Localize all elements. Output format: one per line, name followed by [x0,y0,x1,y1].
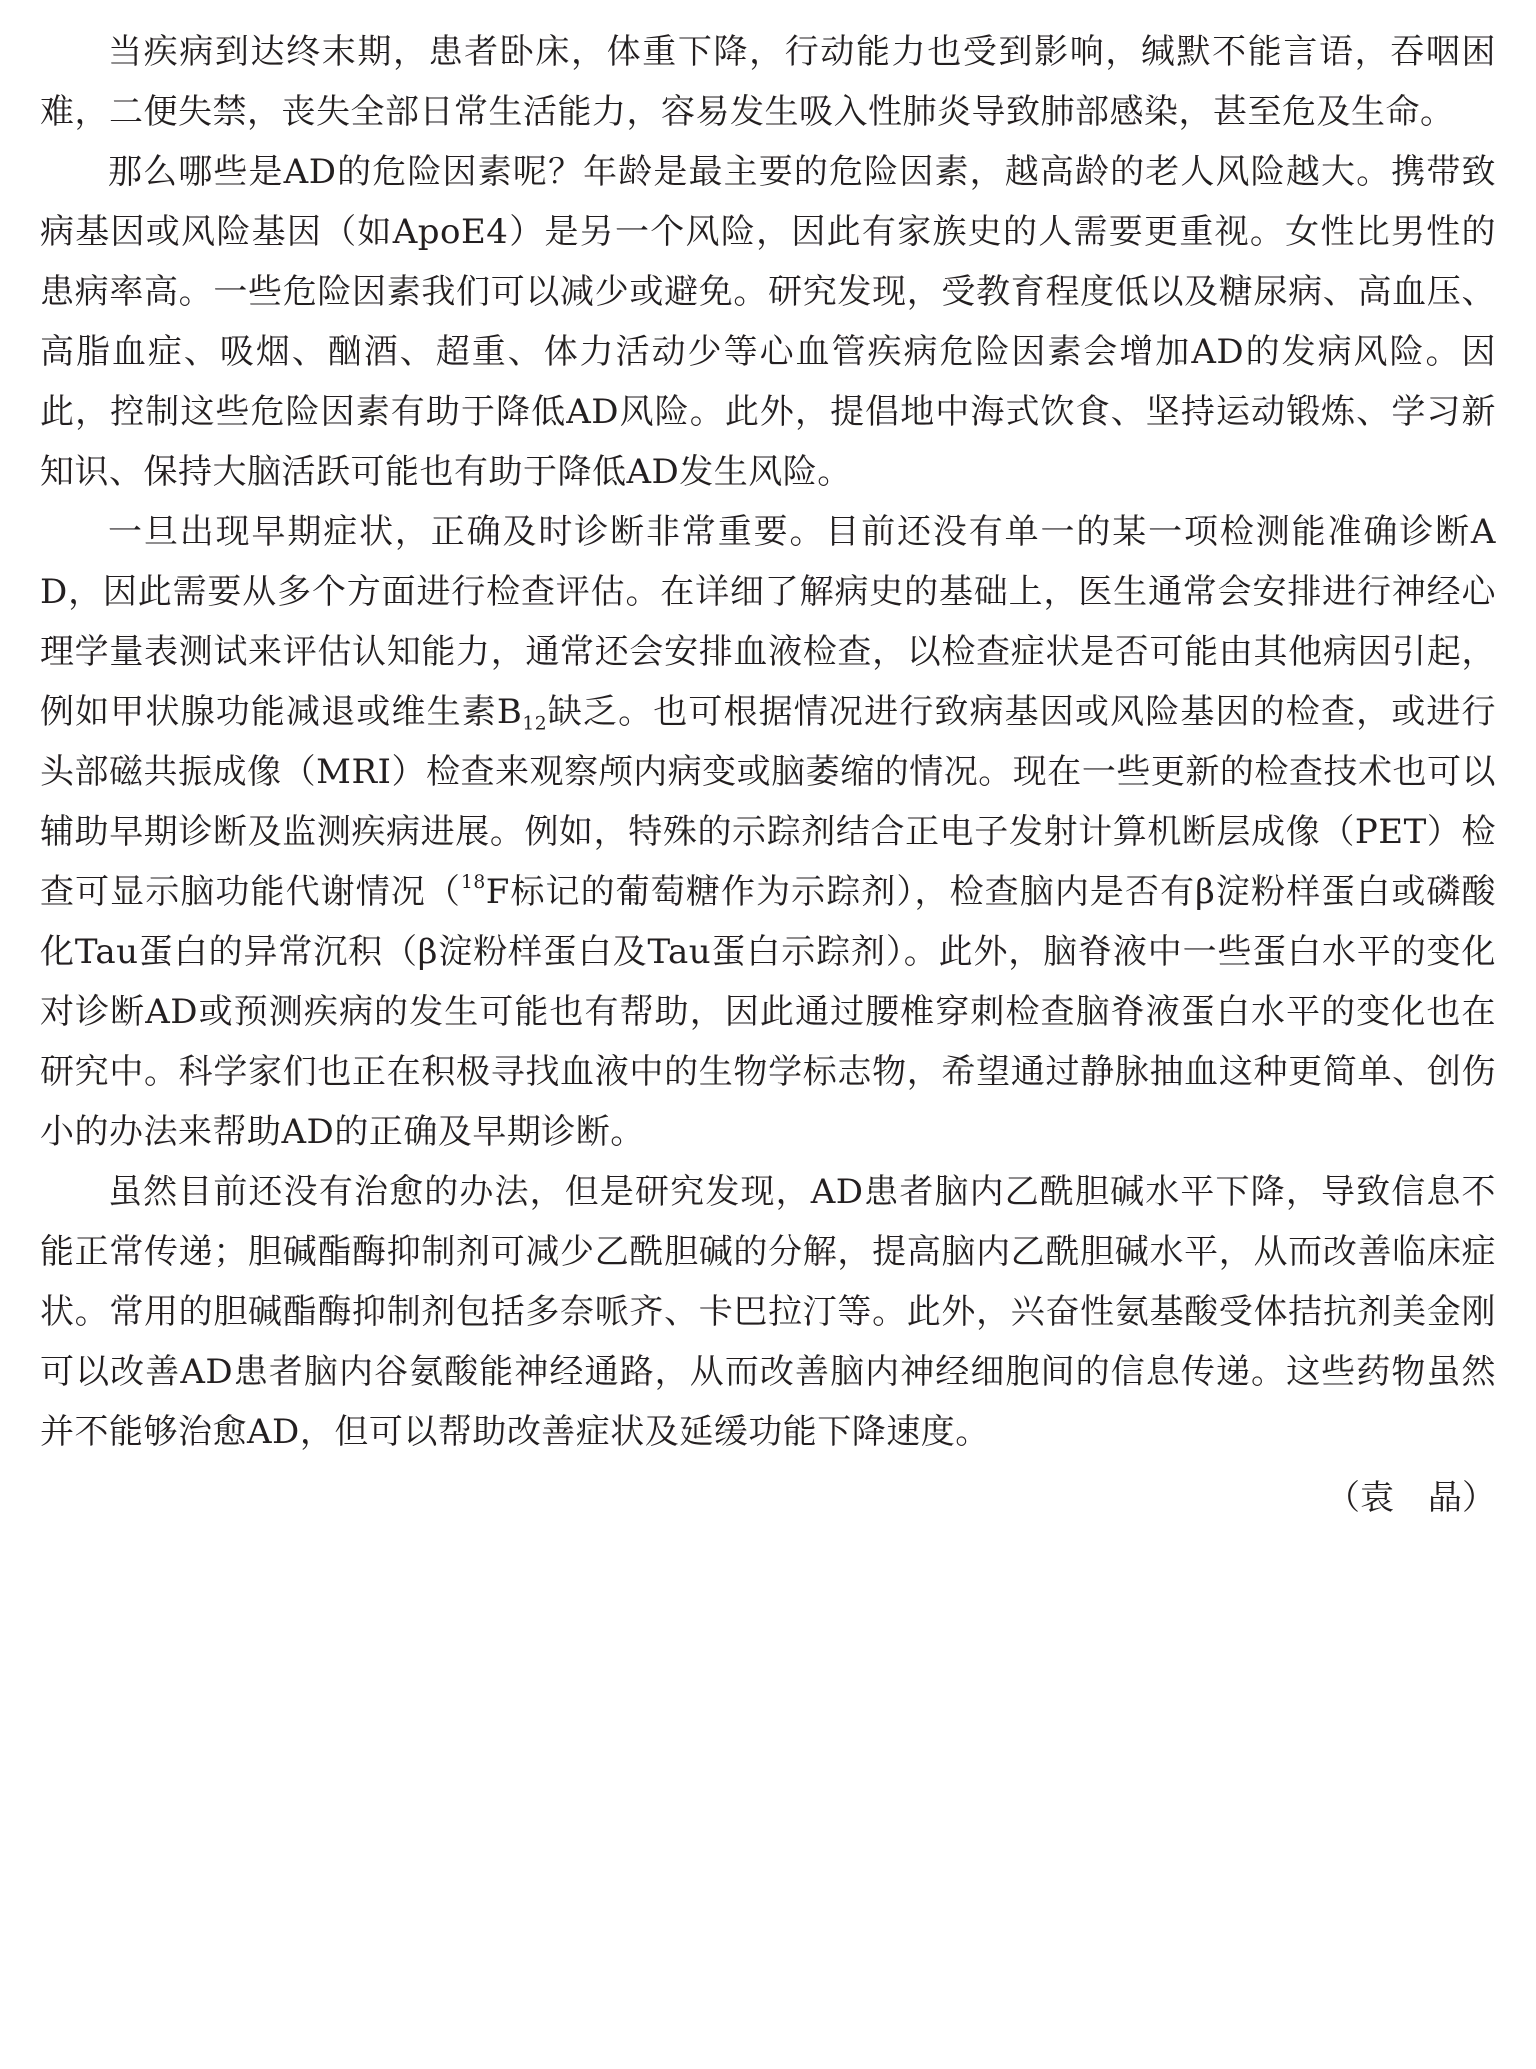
diagnosis-text-part2: 缺乏。也可根据情况进行致病基因或风险基因的检查，或进行头部磁共振成像（MRI）检查来观察颅内病变或脑萎缩的情况。现在一些更新的检查技术也可以辅助早期诊断及监测疾病进展。例如，特殊的示踪剂结合正电子发射计算机断层成像（PET）检查可显示脑功能代谢情况（ [40,692,1497,912]
vitamin-subscript: 12 [522,713,548,735]
author-credit: （袁 晶） [1326,1478,1496,1518]
diagnosis-text-part3: F标记的葡萄糖作为示踪剂），检查脑内是否有β淀粉样蛋白或磷酸化Tau蛋白的异常沉积（β淀粉样蛋白及Tau蛋白示踪剂）。此外，脑脊液中一些蛋白水平的变化对诊断AD或预测疾病的发生可能也有帮助，因此通过腰椎穿刺检查脑脊液蛋白水平的变化也在研究中。科学家们也正在积极寻找血液中的生物学标志物，希望通过静脉抽血这种更简单、创伤小的办法来帮助AD的正确及早期诊断。 [40,872,1496,1152]
isotope-superscript: 18 [461,872,486,894]
paragraph-treatment: 虽然目前还没有治愈的办法，但是研究发现，AD患者脑内乙酰胆碱水平下降，导致信息不能正常传递；胆碱酯酶抑制剂可减少乙酰胆碱的分解，提高脑内乙酰胆碱水平，从而改善临床症状。常用的胆碱酯酶抑制剂包括多奈哌齐、卡巴拉汀等。此外，兴奋性氨基酸受体拮抗剂美金刚可以改善AD患者脑内谷氨酸能神经通路，从而改善脑内神经细胞间的信息传递。这些药物虽然并不能够治愈AD，但可以帮助改善症状及延缓功能下降速度。 [40,1172,1496,1452]
paragraph-diagnosis [40,502,1496,1162]
paragraph-end-stage: 当疾病到达终末期，患者卧床，体重下降，行动能力也受到影响，缄默不能言语，吞咽困难，二便失禁，丧失全部日常生活能力，容易发生吸入性肺炎导致肺部感染，甚至危及生命。 [40,32,1496,132]
paragraph-risk-factors: 那么哪些是AD的危险因素呢？年龄是最主要的危险因素，越高龄的老人风险越大。携带致病基因或风险基因（如ApoE4）是另一个风险，因此有家族史的人需要更重视。女性比男性的患病率高。一些危险因素我们可以减少或避免。研究发现，受教育程度低以及糖尿病、高血压、高脂血症、吸烟、酗酒、超重、体力活动少等心血管疾病危险因素会增加AD的发病风险。因此，控制这些危险因素有助于降低AD风险。此外，提倡地中海式饮食、坚持运动锻炼、学习新知识、保持大脑活跃可能也有助于降低AD发生风险。 [40,152,1496,492]
diagnosis-text-part1: 一旦出现早期症状，正确及时诊断非常重要。目前还没有单一的某一项检测能准确诊断AD，因此需要从多个方面进行检查评估。在详细了解病史的基础上，医生通常会安排进行神经心理学量表测试来评估认知能力，通常还会安排血液检查，以检查症状是否可能由其他病因引起，例如甲状腺功能减退或维生素B [40,512,1496,732]
document-page [40,22,1496,1528]
